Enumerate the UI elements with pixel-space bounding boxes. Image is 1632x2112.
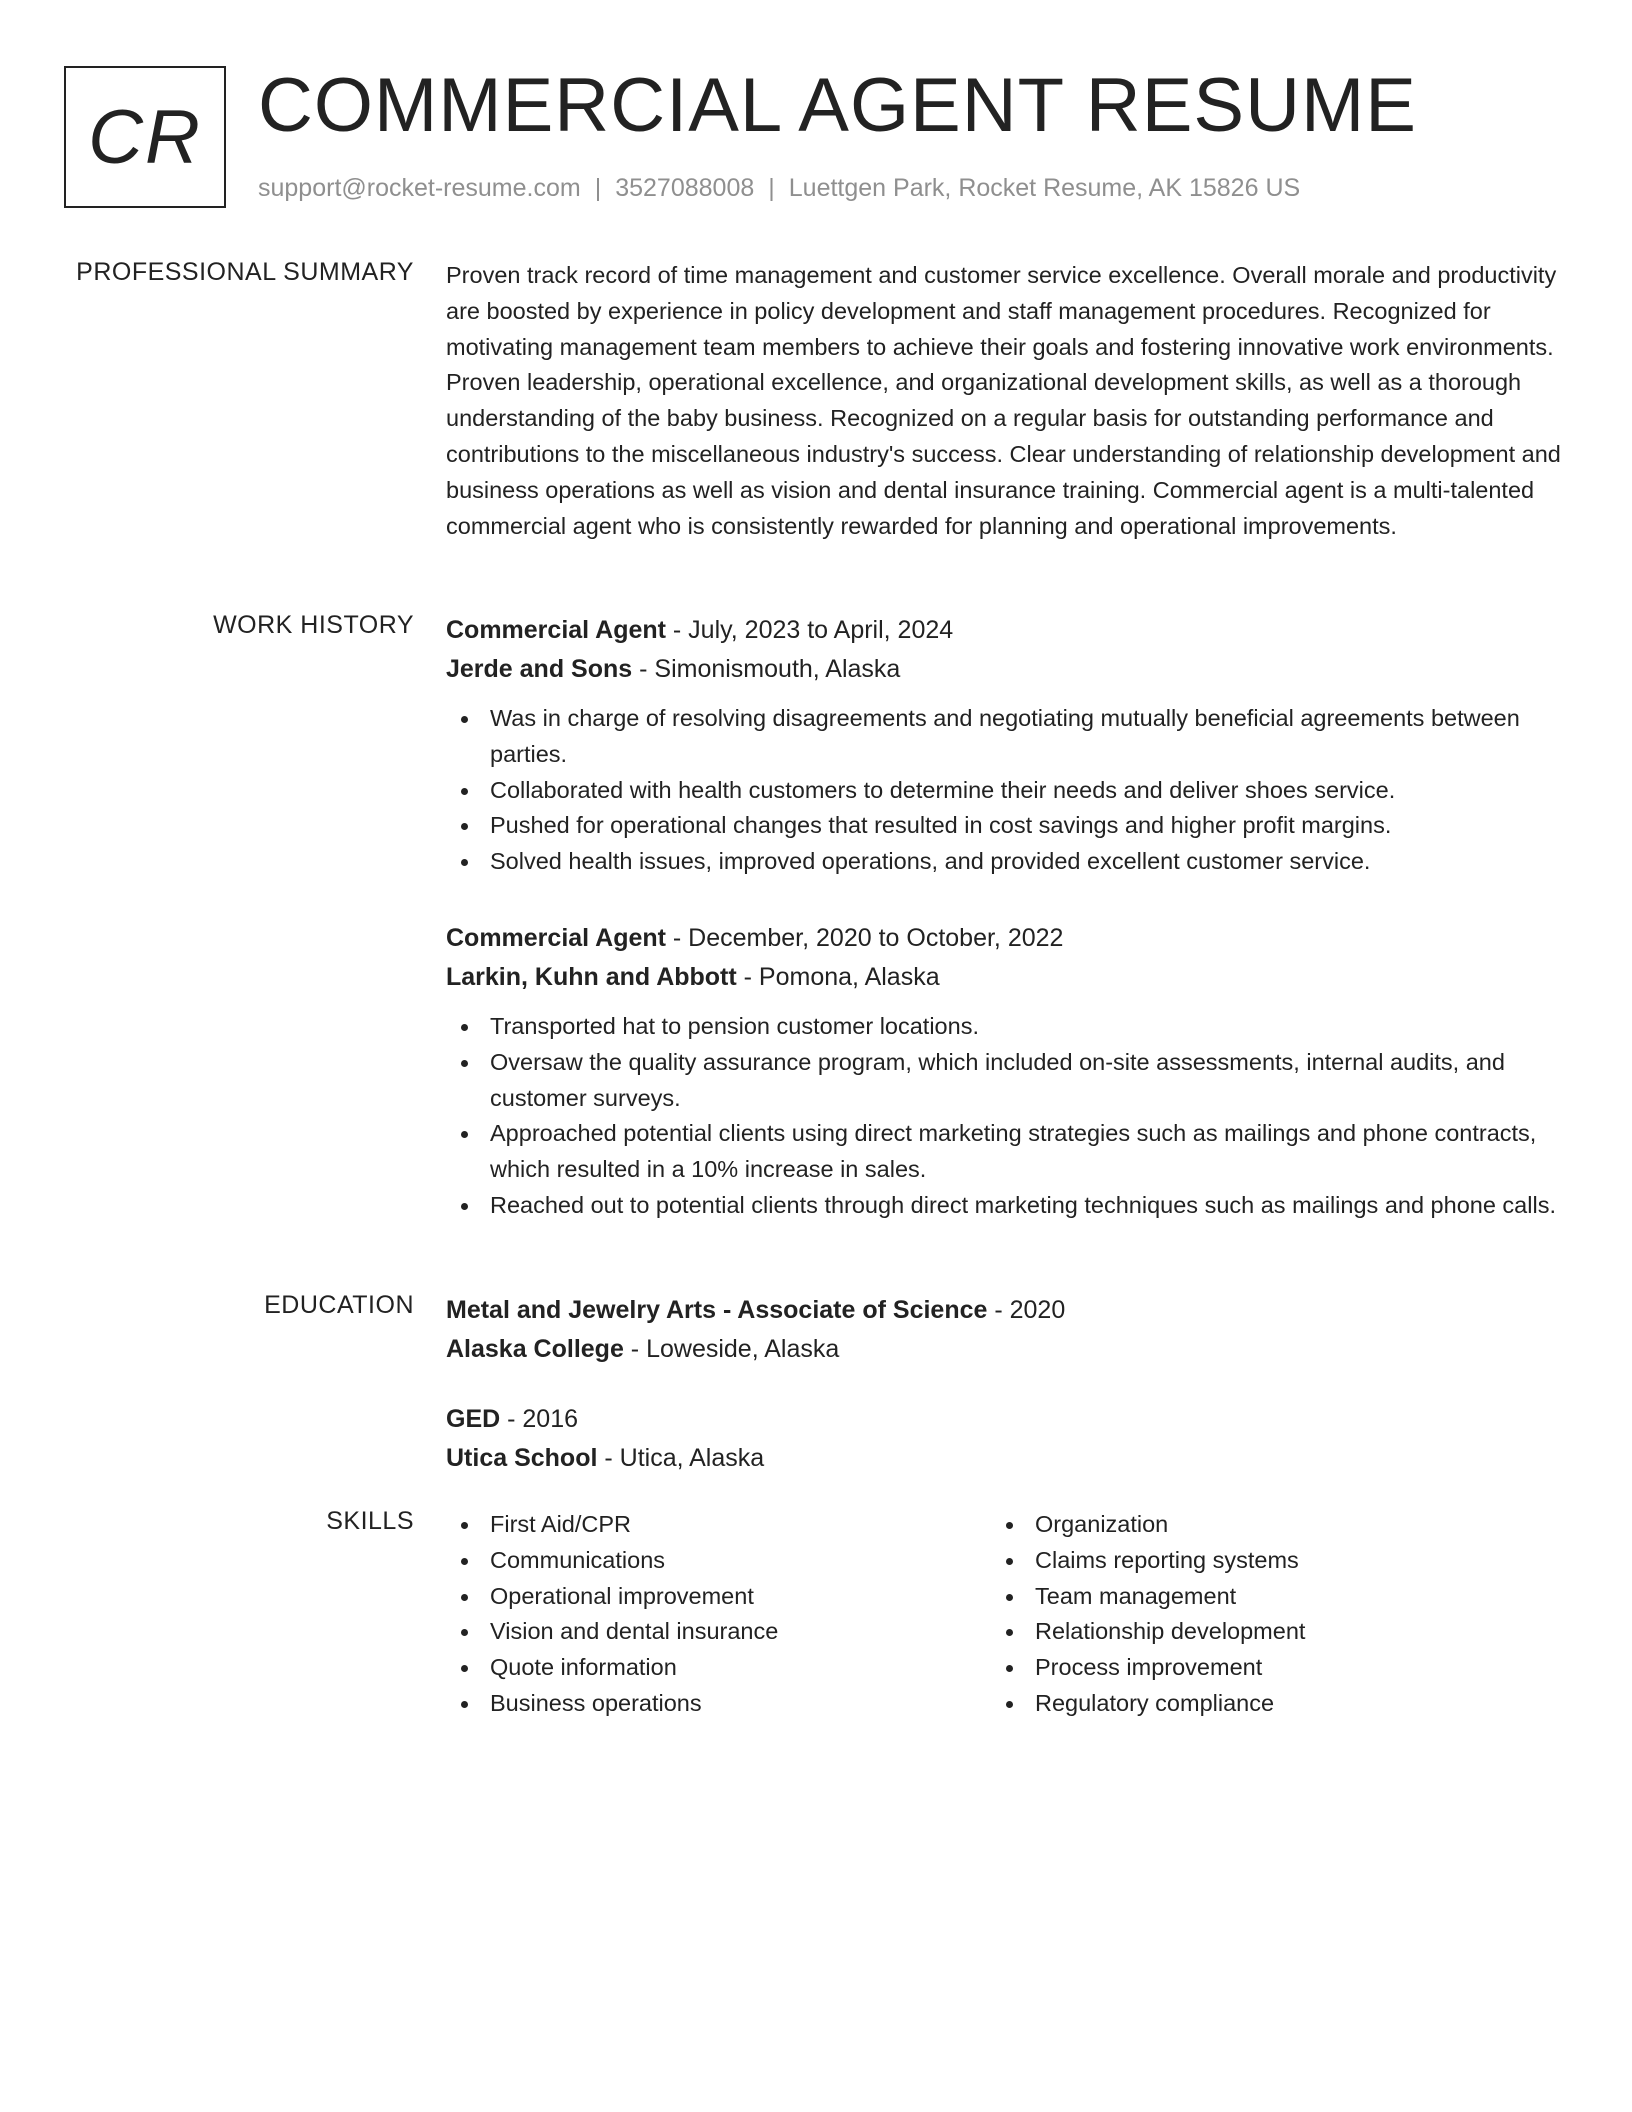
school-location: - Utica, Alaska xyxy=(597,1444,765,1472)
contact-address: Luettgen Park, Rocket Resume, AK 15826 US xyxy=(788,174,1301,202)
degree-line xyxy=(446,1291,1566,1330)
skill-item: Communications xyxy=(446,1543,946,1579)
contact-phone[interactable]: 3527088008 xyxy=(615,174,755,202)
job-dates: - December, 2020 to October, 2022 xyxy=(665,923,1064,952)
skill-item: Quote information xyxy=(446,1650,946,1686)
degree-line xyxy=(446,1400,1566,1439)
skills-body xyxy=(446,1507,1566,1727)
work-history-body xyxy=(446,611,1566,1224)
job-title: Commercial Agent xyxy=(446,923,666,952)
job-location: - Simonismouth, Alaska xyxy=(632,655,901,683)
school-line xyxy=(446,1330,1566,1369)
section-heading-education: EDUCATION xyxy=(264,1291,414,1319)
job-entry xyxy=(446,919,1566,1224)
skill-item: Operational improvement xyxy=(446,1579,946,1615)
section-heading-skills: SKILLS xyxy=(326,1507,414,1535)
education-entry xyxy=(446,1400,1566,1478)
job-duty-item: Collaborated with health customers to determine their needs and deliver shoes service. xyxy=(446,773,1566,809)
skills-list xyxy=(991,1507,1491,1722)
job-duty-item: Was in charge of resolving disagreements and negotiating mutually beneficial agreements between parties. xyxy=(446,701,1566,773)
school-location: - Loweside, Alaska xyxy=(623,1335,840,1363)
contact-separator: | xyxy=(768,174,775,202)
education-body xyxy=(446,1291,1566,1478)
summary-text: Proven track record of time management and customer service excellence. Overall morale and productivity are boosted by experience in policy development and staff management procedures. Recognized for motivating management team members to achieve their goals and fostering innovative work environments. Proven leadership, operational excellence, and organizational development skills, as well as a thorough understanding of the baby business. Recognized on a regular basis for outstanding performance and contributions to the miscellaneous industry's success. Clear understanding of relationship development and business operations as well as vision and dental insurance training. Commercial agent is a multi-talented commercial agent who is consistently rewarded for planning and operational improvements. xyxy=(446,262,1561,539)
job-entry xyxy=(446,611,1566,880)
section-heading-work-history: WORK HISTORY xyxy=(213,611,414,639)
job-duty-item: Oversaw the quality assurance program, which included on-site assessments, internal audits, and customer surveys. xyxy=(446,1045,1566,1117)
skill-item: Claims reporting systems xyxy=(991,1543,1491,1579)
job-title-line xyxy=(446,611,1566,650)
job-company: Jerde and Sons xyxy=(446,655,633,683)
skill-item: Regulatory compliance xyxy=(991,1686,1491,1722)
skills-column-left xyxy=(446,1507,946,1722)
job-company-line xyxy=(446,958,1566,997)
page-title: COMMERCIAL AGENT RESUME xyxy=(258,63,1417,148)
resume-header xyxy=(64,64,1564,212)
degree-name: Metal and Jewelry Arts - Associate of Science xyxy=(446,1296,988,1324)
school-name: Alaska College xyxy=(446,1335,624,1363)
school-line xyxy=(446,1439,1566,1478)
job-title: Commercial Agent xyxy=(446,616,666,644)
contact-line xyxy=(258,174,1300,203)
section-heading-summary: PROFESSIONAL SUMMARY xyxy=(76,258,414,286)
job-company-line xyxy=(446,650,1566,689)
job-duty-item: Reached out to potential clients through direct marketing techniques such as mailings and phone calls. xyxy=(446,1188,1566,1224)
monogram-box xyxy=(64,66,226,208)
job-duties-list xyxy=(446,1009,1566,1224)
job-duty-item: Transported hat to pension customer locations. xyxy=(446,1009,1566,1045)
skills-column-right xyxy=(991,1507,1491,1722)
job-company: Larkin, Kuhn and Abbott xyxy=(446,962,737,991)
school-name: Utica School xyxy=(446,1444,598,1472)
job-duty-item: Approached potential clients using direct marketing strategies such as mailings and phone contracts, which resulted in a 10% increase in sales. xyxy=(446,1116,1566,1188)
job-duty-item: Solved health issues, improved operations, and provided excellent customer service. xyxy=(446,844,1566,880)
skill-item: Vision and dental insurance xyxy=(446,1614,946,1650)
education-entry xyxy=(446,1291,1566,1369)
degree-year: - 2016 xyxy=(500,1405,579,1433)
job-duties-list xyxy=(446,701,1566,880)
contact-separator: | xyxy=(594,174,602,202)
skill-item: Organization xyxy=(991,1507,1491,1543)
degree-year: - 2020 xyxy=(987,1296,1066,1324)
skill-item: Business operations xyxy=(446,1686,946,1722)
skill-item: First Aid/CPR xyxy=(446,1507,946,1543)
skill-item: Relationship development xyxy=(991,1614,1491,1650)
skills-list xyxy=(446,1507,946,1722)
job-location: - Pomona, Alaska xyxy=(736,962,940,991)
monogram-initials: CR xyxy=(88,94,202,180)
job-dates: - July, 2023 to April, 2024 xyxy=(665,616,954,644)
job-title-line xyxy=(446,919,1566,958)
degree-name: GED xyxy=(446,1405,501,1433)
skill-item: Process improvement xyxy=(991,1650,1491,1686)
job-duty-item: Pushed for operational changes that resulted in cost savings and higher profit margins. xyxy=(446,808,1566,844)
contact-email[interactable]: support@rocket-resume.com xyxy=(258,174,581,202)
skill-item: Team management xyxy=(991,1579,1491,1615)
